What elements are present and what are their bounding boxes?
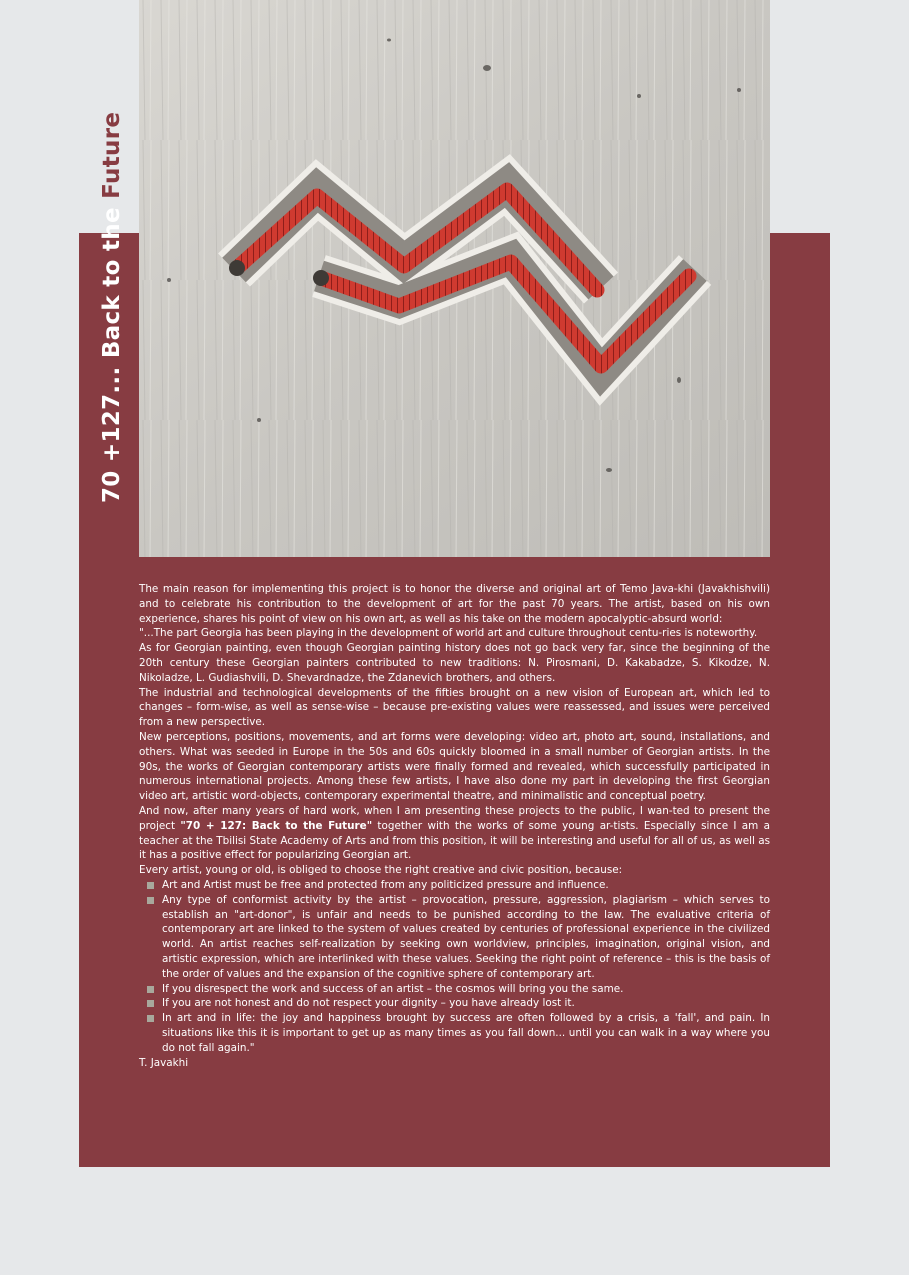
list-item bbox=[139, 878, 770, 893]
vertical-title bbox=[95, 112, 129, 503]
list-item-text: In art and in life: the joy and happiness brought by success are often followed by a crisis, a 'fall', and pain. In situations like this it is important to get up as many times as you fall down... until you can walk in a way where you do not fall again." bbox=[162, 1012, 770, 1054]
article-body bbox=[139, 582, 770, 1070]
artwork-photo bbox=[139, 0, 770, 557]
square-bullet-icon bbox=[147, 1015, 154, 1022]
square-bullet-icon bbox=[147, 897, 154, 904]
principles-list bbox=[139, 878, 770, 1056]
author-signature: T. Javakhi bbox=[139, 1056, 189, 1069]
paragraph-7: Every artist, young or old, is obliged to choose the right creative and civic position, because: bbox=[139, 864, 623, 877]
project-title-bold: "70 + 127: Back to the Future" bbox=[180, 819, 373, 832]
relief-image bbox=[139, 0, 770, 557]
square-bullet-icon bbox=[147, 1000, 154, 1007]
paragraph-6-start: And now, after many years of hard work, when I am presenting these projects to the public, I wan-ted to present the project bbox=[139, 804, 770, 832]
square-bullet-icon bbox=[147, 882, 154, 889]
paragraph-2: "...The part Georgia has been playing in the development of world art and culture throughout centu-ries is noteworthy. bbox=[139, 627, 758, 640]
list-item bbox=[139, 893, 770, 982]
paragraph-5: New perceptions, positions, movements, and art forms were developing: video art, photo art, sound, installations, and others. What was seeded in Europe in the 50s and 60s quickly bloomed in a small number of Georgian artists. In the 90s, the works of Georgian contemporary artists were finally formed and revealed, which successfully participated in numerous international projects. Among these few artists, I have also done my part in developing the first Georgian video art, artistic word-objects, contemporary experimental theatre, and minimalistic and conceptual poetry. bbox=[139, 730, 770, 803]
list-item bbox=[139, 1011, 770, 1055]
title-part-white: 70 +127... Back to the bbox=[99, 198, 125, 503]
paragraph-1: The main reason for implementing this project is to honor the diverse and original art of Temo Java-khi (Javakhishvili) and to celebrate his contribution to the development of art for the past 70 years. The artist, based on his own experience, shares his point of view on his own art, as well as his take on the modern apocalyptic-absurd world: bbox=[139, 583, 770, 625]
list-item-text: Any type of conformist activity by the artist – provocation, pressure, aggression, plagiarism – which serves to establish an "art-donor", is unfair and needs to be punished according to the law. The evaluative criteria of contemporary art are linked to the system of values created by centuries of professional experience in the civilized world. An artist reaches self-realization by seeking own worldview, principles, imagination, original vision, and artistic expression, which are interlinked with these values. Seeking the right point of reference – this is the basis of the order of values and the expansion of the cognitive sphere of contemporary art. bbox=[162, 893, 770, 980]
paragraph-3: As for Georgian painting, even though Georgian painting history does not go back very far, since the beginning of the 20th century these Georgian painters contributed to new traditions: N. Pirosmani, D. Kakabadze, S. Kikodze, N. Nikoladze, L. Gudiashvili, D. Shevardnadze, the Zdanevich brothers, and others. bbox=[139, 642, 770, 684]
paragraph-4: The industrial and technological developments of the fifties brought on a new vision of European art, which led to changes – form-wise, as well as sense-wise – because pre-existing values were reassessed, and issues were perceived from a new perspective. bbox=[139, 686, 770, 729]
title-part-maroon: Future bbox=[99, 111, 125, 199]
square-bullet-icon bbox=[147, 986, 154, 993]
paragraph-6 bbox=[139, 804, 770, 863]
list-item-text: If you disrespect the work and success of an artist – the cosmos will bring you the same. bbox=[162, 982, 624, 995]
list-item-text: If you are not honest and do not respect your dignity – you have already lost it. bbox=[162, 997, 575, 1010]
list-item bbox=[139, 996, 770, 1011]
paragraph-6-end: together with the works of some young ar-tists. Especially since I am a teacher at the Tbilisi State Academy of Arts and from this position, it will be interesting and useful for all of us, as well as it has a positive effect for popularizing Georgian art. bbox=[139, 819, 770, 862]
list-item-text: Art and Artist must be free and protected from any politicized pressure and influence. bbox=[162, 878, 609, 891]
list-item bbox=[139, 982, 770, 997]
